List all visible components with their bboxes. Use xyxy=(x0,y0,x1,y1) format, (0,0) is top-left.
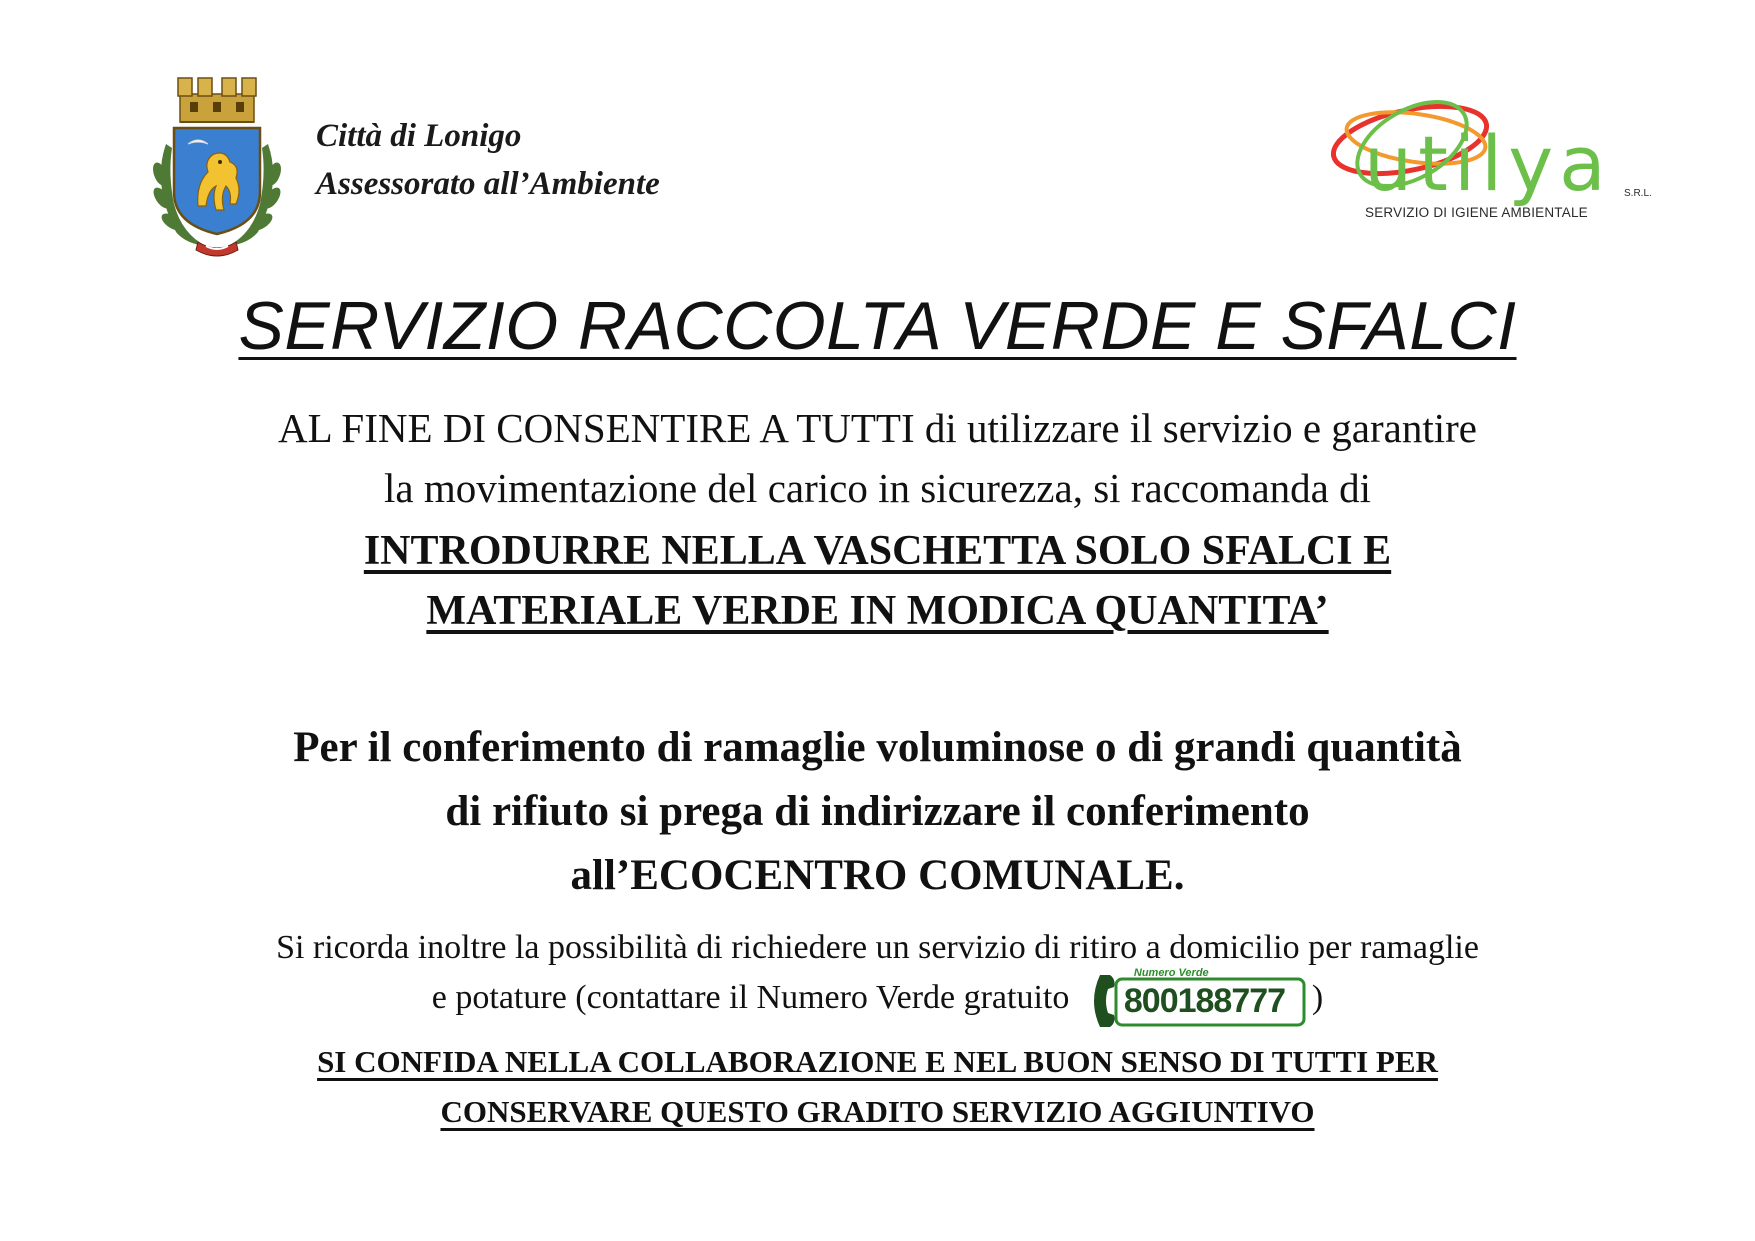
reminder-line: Si ricorda inoltre la possibilità di richiedere un servizio di ritiro a domicilio per ramaglie xyxy=(276,929,1479,966)
toll-free-number[interactable]: 800188777 xyxy=(1123,982,1286,1021)
ramaglie-line: Per il conferimento di ramaglie voluminose o di grandi quantità xyxy=(293,724,1462,771)
intro-paragraph xyxy=(0,398,1755,518)
department-name: Assessorato all’Ambiente xyxy=(316,166,660,202)
closing-line: SI CONFIDA NELLA COLLABORAZIONE E NEL BUON SENSO DI TUTTI PER xyxy=(317,1044,1438,1079)
municipality-header xyxy=(316,112,660,208)
phone-handset-icon xyxy=(1094,975,1115,1027)
instruction-line: INTRODURRE NELLA VASCHETTA SOLO SFALCI E xyxy=(363,528,1392,574)
closing-line: CONSERVARE QUESTO GRADITO SERVIZIO AGGIUNTIVO xyxy=(440,1094,1315,1129)
city-coat-of-arms xyxy=(146,74,288,264)
ramaglie-line: all’ECOCENTRO COMUNALE. xyxy=(570,852,1185,899)
logo-suffix: S.R.L. xyxy=(1624,188,1652,199)
instruction-paragraph xyxy=(0,521,1755,641)
reminder-text: e potature (contattare il Numero Verde gratuito xyxy=(431,979,1070,1016)
reminder-text-end: ) xyxy=(1311,979,1324,1016)
logo-tagline: SERVIZIO DI IGIENE AMBIENTALE xyxy=(1365,205,1588,220)
closing-paragraph xyxy=(0,1037,1755,1137)
reminder-paragraph xyxy=(0,923,1755,1023)
page-title: SERVIZIO RACCOLTA VERDE E SFALCI xyxy=(238,288,1517,364)
mural-crown xyxy=(178,78,256,122)
instruction-line: MATERIALE VERDE IN MODICA QUANTITA’ xyxy=(426,588,1329,634)
ramaglie-line: di rifiuto si prega di indirizzare il conferimento xyxy=(445,788,1310,835)
reminder-line xyxy=(0,967,1755,1023)
toll-free-label: Numero Verde xyxy=(1133,967,1209,980)
logo-wordmark: utilya xyxy=(1364,119,1612,208)
toll-free-badge[interactable] xyxy=(1086,967,1308,1029)
ribbon xyxy=(196,242,238,256)
intro-line: AL FINE DI CONSENTIRE A TUTTI di utilizzare il servizio e garantire xyxy=(278,405,1477,451)
municipality-name: Città di Lonigo xyxy=(316,118,522,154)
ramaglie-paragraph xyxy=(0,716,1755,908)
intro-line: la movimentazione del carico in sicurezza, si raccomanda di xyxy=(384,465,1371,511)
